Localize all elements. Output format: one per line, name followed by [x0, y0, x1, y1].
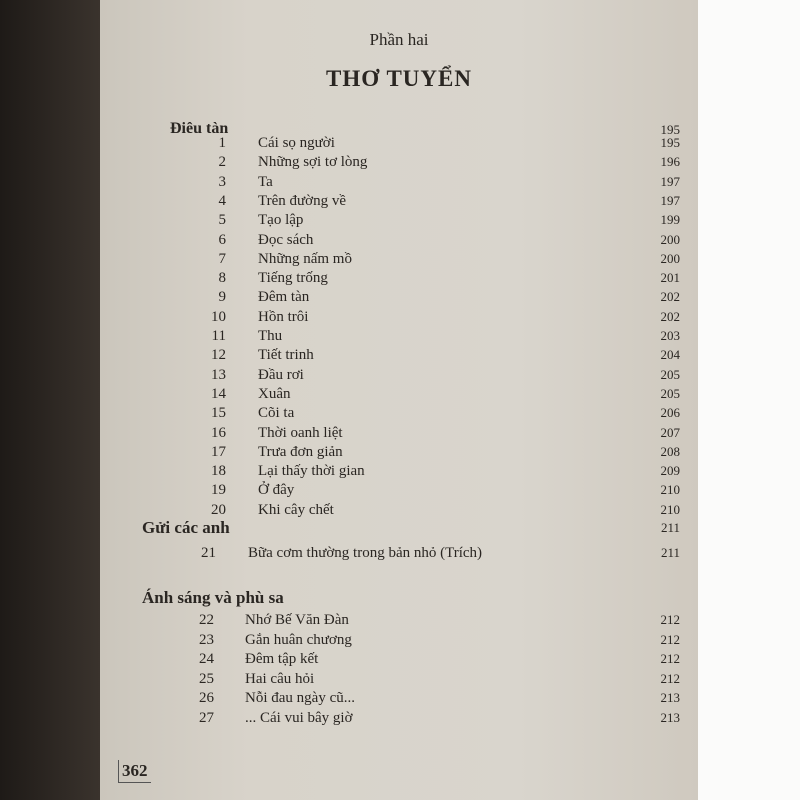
entry-number: 3	[218, 173, 226, 190]
entry-title: Lại thấy thời gian	[258, 463, 365, 480]
entry-page-number: 200	[660, 250, 680, 266]
entry-number: 10	[211, 308, 226, 325]
entry-number: 23	[199, 631, 214, 648]
entry-number: 24	[199, 651, 214, 667]
toc-entry	[100, 345, 698, 365]
entry-number: 25	[199, 670, 214, 687]
entry-page-number: 212	[660, 631, 680, 647]
entry-number: 7	[218, 250, 226, 267]
entry-title: Trưa đơn giản	[258, 443, 343, 460]
entry-page-number: 197	[660, 173, 680, 189]
toc-entry	[100, 133, 698, 153]
entry-title: Nhớ Bế Văn Đàn	[245, 612, 349, 628]
entry-number: 12	[211, 347, 226, 364]
entry-page-number: 199	[660, 212, 680, 228]
toc-entry	[100, 287, 698, 307]
entry-title: ... Cái vui bây giờ	[245, 709, 353, 726]
toc-entry	[100, 423, 698, 443]
entry-number: 8	[218, 270, 226, 287]
book-page	[100, 0, 698, 800]
entry-page-number: 212	[660, 612, 680, 627]
entry-page-number: 205	[660, 366, 680, 382]
entry-title: Tiết trinh	[258, 347, 314, 364]
entry-number: 6	[218, 231, 226, 248]
section-heading: Gửi các anh	[142, 518, 230, 537]
entry-title: Gắn huân chương	[245, 631, 352, 648]
entry-number: 1	[218, 135, 226, 151]
entry-page-number: 213	[660, 690, 680, 705]
entry-page-number: 202	[660, 308, 680, 324]
entry-title: Đêm tàn	[258, 289, 310, 306]
entry-title: Tiếng trống	[258, 270, 328, 287]
toc-entry	[100, 210, 698, 230]
section-page-number: 211	[660, 520, 680, 535]
entry-title: Những nấm mồ	[258, 250, 352, 267]
toc-entry	[100, 172, 698, 192]
toc-entry	[100, 500, 698, 520]
entry-page-number: 210	[660, 501, 680, 517]
toc-entry	[100, 461, 698, 481]
entry-title: Hồn trôi	[258, 308, 309, 325]
entry-title: Cái sọ người	[258, 135, 335, 151]
entry-page-number: 200	[660, 231, 680, 247]
toc-entry	[100, 152, 698, 172]
section-heading: Điêu tàn	[170, 120, 229, 137]
entry-number: 21	[201, 545, 216, 561]
entry-page-number: 205	[660, 385, 680, 401]
entry-title: Ta	[258, 173, 273, 190]
toc-entry	[100, 669, 698, 689]
entry-number: 27	[199, 709, 214, 726]
entry-page-number: 211	[660, 545, 680, 560]
toc-entry	[100, 708, 698, 728]
entry-number: 20	[211, 501, 226, 518]
entry-title: Xuân	[258, 385, 291, 402]
part-heading: Phần hai	[369, 30, 429, 49]
background-margin	[698, 0, 800, 800]
entry-page-number: 197	[660, 192, 680, 208]
entry-number: 26	[199, 690, 214, 706]
entry-number: 9	[218, 289, 226, 306]
entry-title: Những sợi tơ lòng	[258, 154, 368, 171]
toc-entry	[100, 365, 698, 385]
entry-page-number: 204	[660, 347, 680, 363]
entry-number: 5	[218, 212, 226, 229]
entry-title: Đọc sách	[258, 231, 314, 248]
toc-entry	[100, 191, 698, 211]
toc-entry	[100, 610, 698, 630]
entry-title: Thu	[258, 328, 283, 344]
entry-page-number: 206	[660, 405, 680, 421]
entry-number: 15	[211, 405, 226, 422]
entry-number: 11	[211, 328, 226, 344]
book-spine-shadow	[0, 0, 100, 800]
entry-number: 13	[211, 366, 226, 383]
toc-entry	[100, 543, 698, 563]
entry-number: 4	[218, 192, 226, 209]
entry-page-number: 196	[660, 154, 680, 170]
entry-title: Đầu rơi	[258, 366, 304, 383]
entry-page-number: 209	[660, 463, 680, 479]
toc-entry	[100, 268, 698, 288]
page-title: THƠ TUYỂN	[326, 66, 472, 91]
entry-page-number: 202	[660, 289, 680, 305]
toc-entry	[100, 688, 698, 708]
entry-page-number: 212	[660, 651, 680, 666]
entry-page-number: 213	[660, 709, 680, 725]
entry-number: 19	[211, 482, 226, 499]
entry-number: 16	[211, 424, 226, 441]
entry-number: 22	[199, 612, 214, 628]
entry-number: 17	[211, 443, 226, 460]
entry-title: Trên đường về	[258, 192, 347, 209]
toc-entry	[100, 230, 698, 250]
toc-entry	[100, 442, 698, 462]
entry-page-number: 207	[660, 424, 680, 440]
entry-title: Tạo lập	[258, 212, 304, 229]
entry-title: Hai câu hỏi	[245, 670, 315, 687]
toc-entry	[100, 307, 698, 327]
entry-page-number: 195	[660, 135, 680, 150]
entry-title: Nỗi đau ngày cũ...	[245, 690, 355, 706]
entry-number: 14	[211, 385, 226, 402]
entry-page-number: 208	[660, 443, 680, 459]
entry-title: Khi cây chết	[258, 501, 334, 518]
entry-page-number: 203	[660, 328, 680, 343]
toc-entry	[100, 480, 698, 500]
entry-title: Ở đây	[258, 482, 295, 499]
page-number: 362	[118, 760, 151, 783]
toc-entry	[100, 326, 698, 346]
toc-entry	[100, 249, 698, 269]
entry-page-number: 210	[660, 482, 680, 498]
entry-title: Đêm tập kết	[245, 651, 319, 667]
toc-entry	[100, 630, 698, 650]
section-heading: Ánh sáng và phù sa	[142, 588, 284, 607]
toc-entry	[100, 649, 698, 669]
entry-number: 2	[218, 154, 226, 171]
section-page-number: 195	[660, 122, 680, 137]
toc-entry	[100, 403, 698, 423]
entry-title: Cõi ta	[258, 405, 295, 422]
entry-page-number: 201	[660, 270, 680, 286]
entry-title: Bữa cơm thường trong bản nhỏ (Trích)	[248, 545, 483, 561]
entry-page-number: 212	[660, 670, 680, 686]
toc-entry	[100, 384, 698, 404]
entry-number: 18	[211, 463, 226, 480]
entry-title: Thời oanh liệt	[258, 424, 343, 441]
